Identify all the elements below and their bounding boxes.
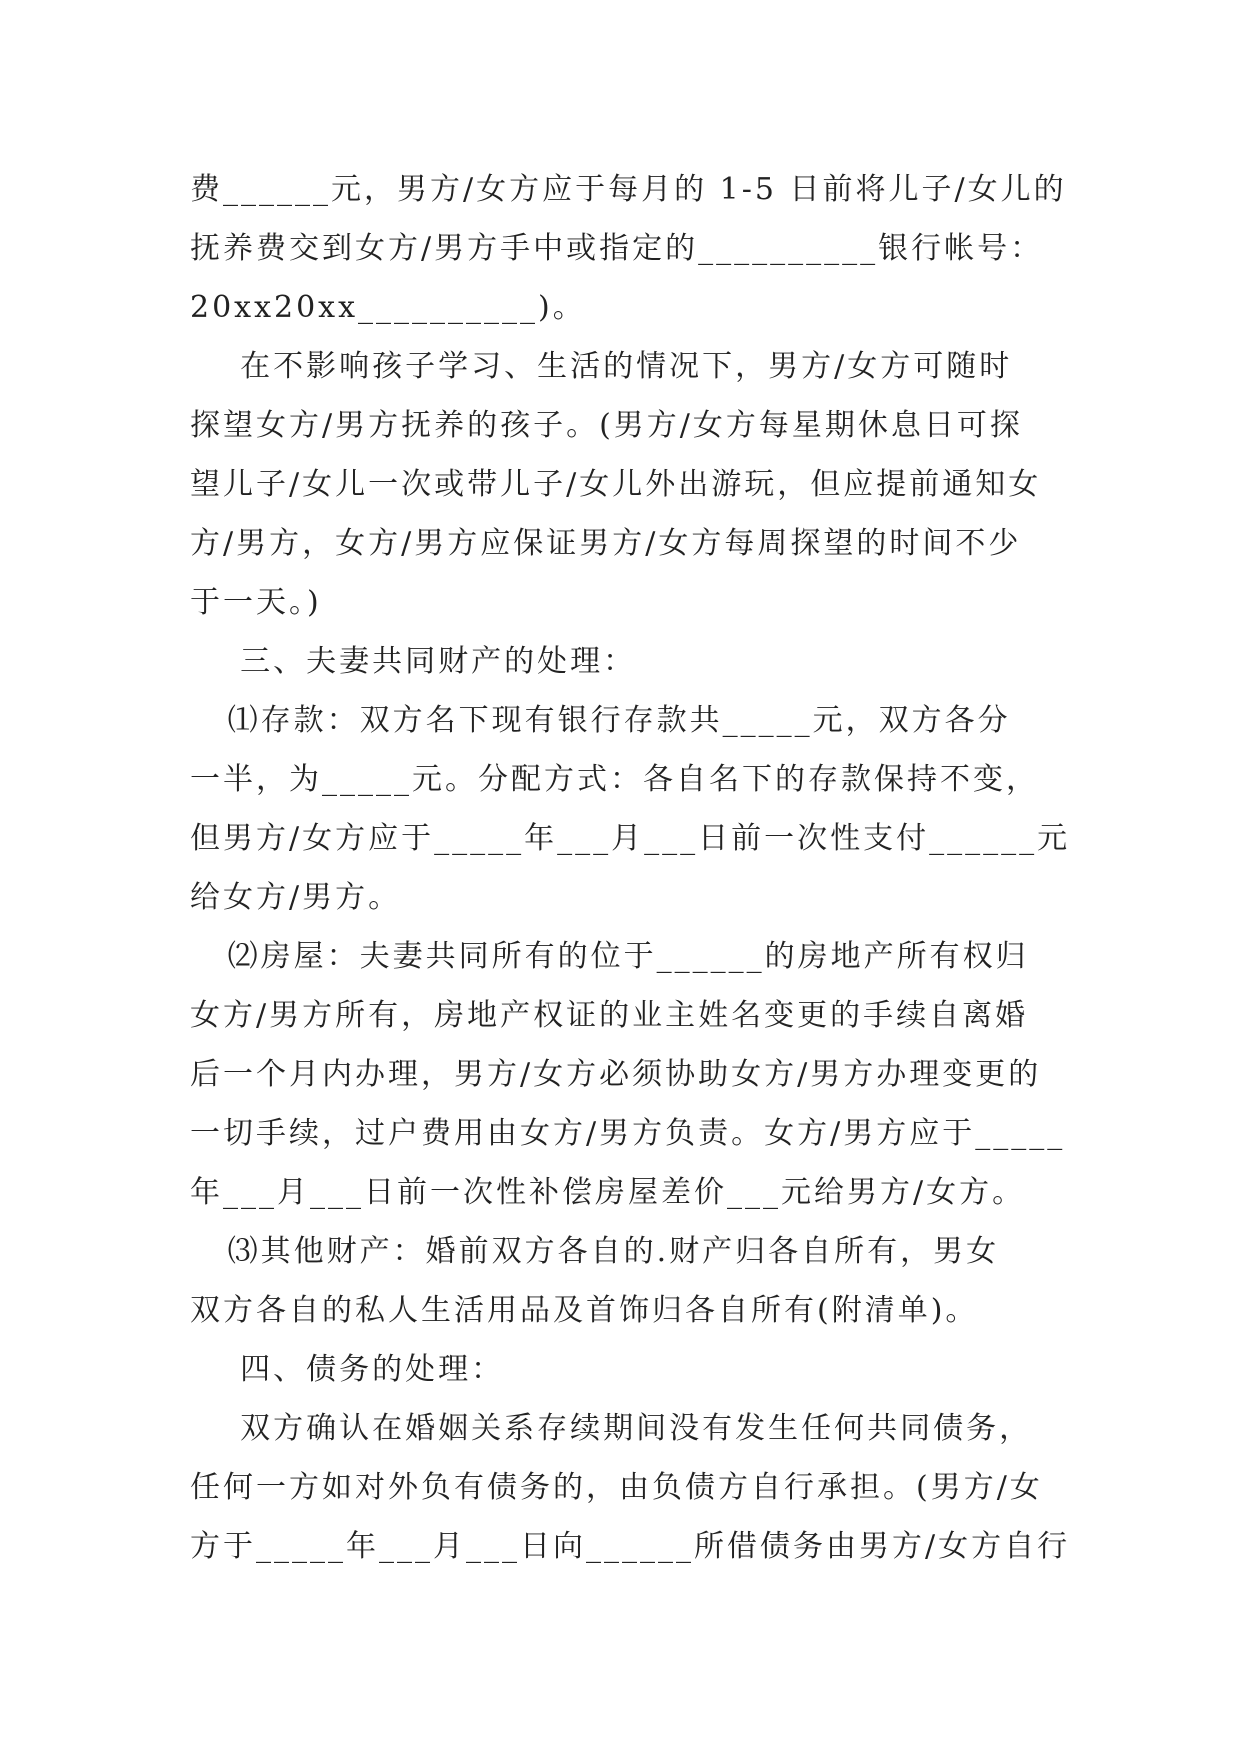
text-line: 探望女方/男方抚养的孩子。(男方/女方每星期休息日可探 <box>190 408 1023 443</box>
text-line: 费______元，男方/女方应于每月的 1-5 日前将儿子/女儿的 <box>190 172 1067 207</box>
text-line: 在不影响孩子学习、生活的情况下，男方/女方可随时 <box>190 349 1013 384</box>
text-line: ⑴存款：双方名下现有银行存款共_____元，双方各分 <box>190 703 1011 738</box>
text-line: 后一个月内办理，男方/女方必须协助女方/男方办理变更的 <box>190 1057 1042 1092</box>
text-line: 抚养费交到女方/男方手中或指定的__________银行帐号： <box>190 231 1044 266</box>
text-line: 一半，为_____元。分配方式：各自名下的存款保持不变， <box>190 762 1039 797</box>
text-line: 但男方/女方应于_____年___月___日前一次性支付______元 <box>190 821 1071 856</box>
text-line: 双方各自的私人生活用品及首饰归各自所有(附清单)。 <box>190 1293 979 1328</box>
text-line: 20xx20xx__________)。 <box>190 290 586 325</box>
document-body <box>190 160 1071 1576</box>
text-line: 望儿子/女儿一次或带儿子/女儿外出游玩，但应提前通知女 <box>190 467 1042 502</box>
text-line: 给女方/男方。 <box>190 880 402 915</box>
section-heading: 三、夫妻共同财产的处理： <box>190 644 637 679</box>
text-line: 任何一方如对外负有债务的，由负债方自行承担。(男方/女 <box>190 1470 1043 1505</box>
text-line: 方于_____年___月___日向______所借债务由男方/女方自行 <box>190 1529 1071 1564</box>
text-line: 方/男方，女方/男方应保证男方/女方每周探望的时间不少 <box>190 526 1022 561</box>
text-line: ⑵房屋：夫妻共同所有的位于______的房地产所有权归 <box>190 939 1029 974</box>
section-heading: 四、债务的处理： <box>190 1352 505 1387</box>
text-line: 一切手续，过户费用由女方/男方负责。女方/男方应于_____ <box>190 1116 1066 1151</box>
text-line: 年___月___日前一次性补偿房屋差价___元给男方/女方。 <box>190 1175 1026 1210</box>
text-line: 于一天。) <box>190 585 322 620</box>
text-line: 双方确认在婚姻关系存续期间没有发生任何共同债务， <box>190 1411 1033 1446</box>
text-line: ⑶其他财产：婚前双方各自的.财产归各自所有，男女 <box>190 1234 1000 1269</box>
text-line: 女方/男方所有，房地产权证的业主姓名变更的手续自离婚 <box>190 998 1029 1033</box>
